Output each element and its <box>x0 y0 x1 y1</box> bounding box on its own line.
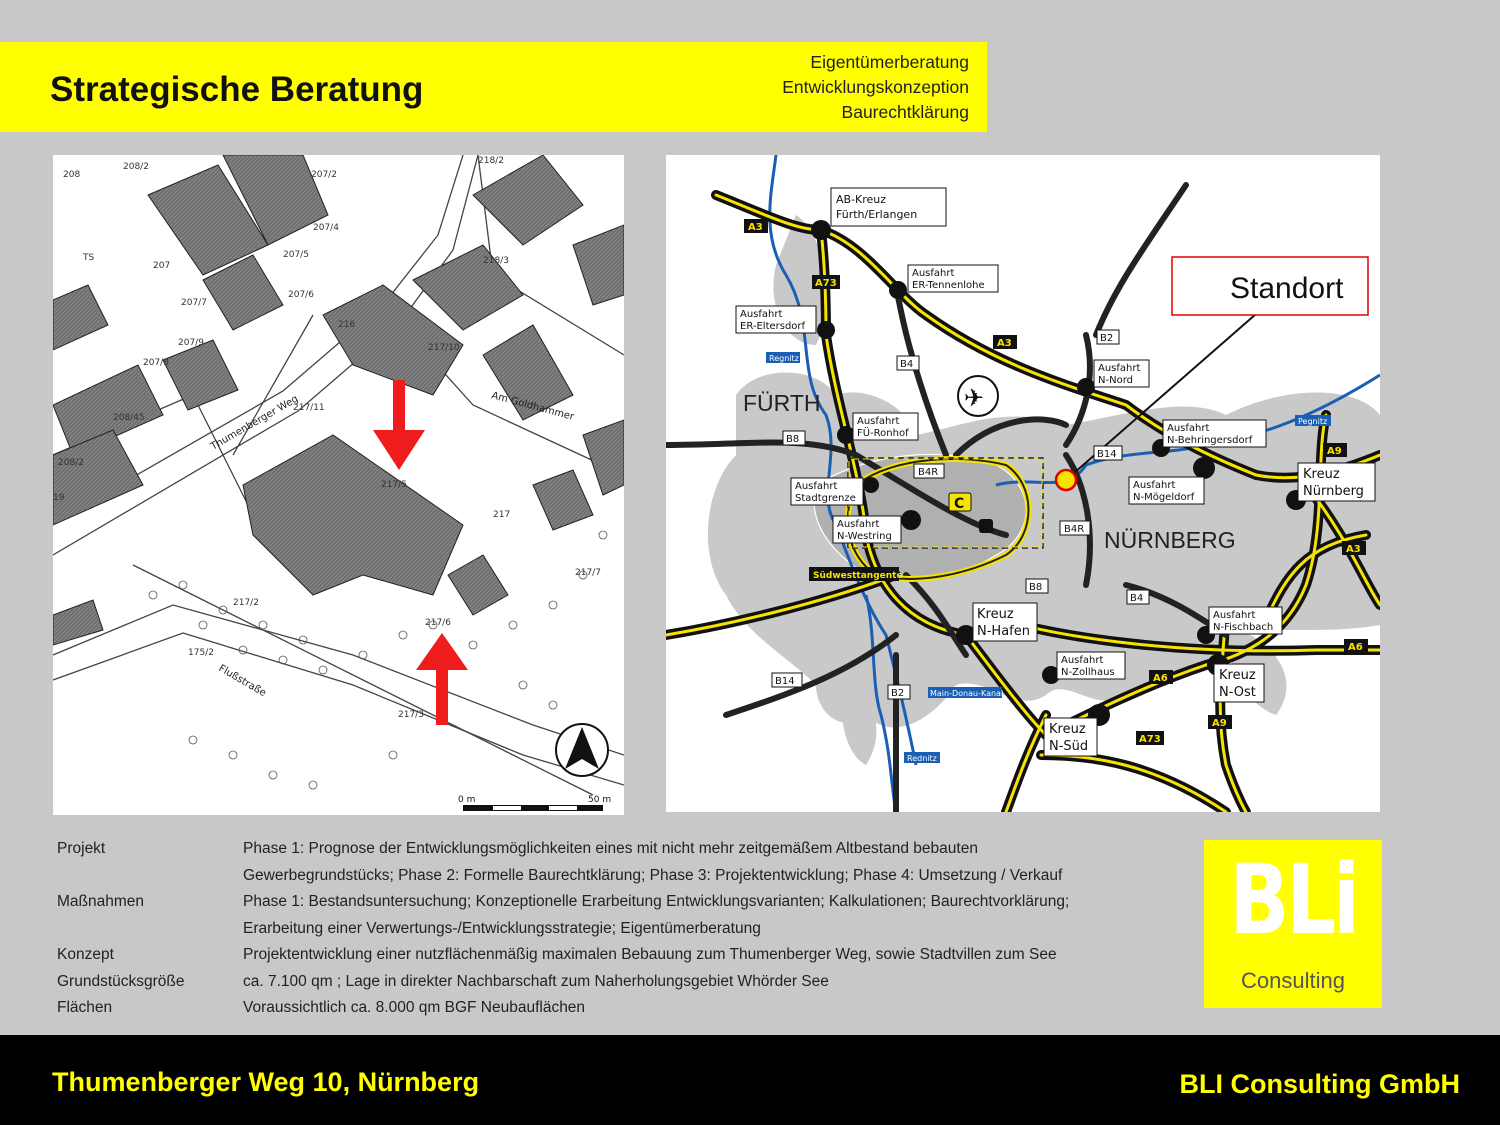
svg-text:Ausfahrt: Ausfahrt <box>1098 363 1141 374</box>
info-label: Projekt <box>57 840 106 857</box>
svg-text:N-Mögeldorf: N-Mögeldorf <box>1133 492 1195 503</box>
svg-text:A3: A3 <box>997 338 1012 349</box>
parcel-label: 217/10 <box>428 343 460 353</box>
svg-text:ER-Eltersdorf: ER-Eltersdorf <box>740 321 806 332</box>
scale-start: 0 m <box>458 795 476 805</box>
scale-end: 50 m <box>588 795 612 805</box>
info-label: Grundstücksgröße <box>57 972 185 990</box>
svg-text:Ausfahrt: Ausfahrt <box>795 481 838 492</box>
svg-text:Kreuz: Kreuz <box>1219 668 1256 683</box>
svg-text:ER-Tennenlohe: ER-Tennenlohe <box>912 280 985 291</box>
info-line: Voraussichtlich ca. 8.000 qm BGF Neubauflächen <box>243 999 586 1016</box>
svg-text:B8: B8 <box>786 434 800 445</box>
svg-text:Pegnitz: Pegnitz <box>1298 417 1328 426</box>
svg-text:A73: A73 <box>1139 734 1161 745</box>
parcel-label: 207/6 <box>288 290 314 300</box>
svg-text:Ausfahrt: Ausfahrt <box>1061 655 1104 666</box>
info-row-projekt <box>57 836 1177 889</box>
info-line: Projektentwicklung einer nutzflächenmäßig maximalen Bebauung zum Thumenberger Weg, sowie Stadtvillen zum See <box>243 946 1057 963</box>
parcel-label: 208/2 <box>58 458 84 468</box>
parcel-label: 218/3 <box>483 256 509 266</box>
parcel-label: 207 <box>153 261 171 271</box>
svg-text:Ausfahrt: Ausfahrt <box>837 519 880 530</box>
svg-text:Nürnberg: Nürnberg <box>1303 484 1364 499</box>
svg-text:Rednitz: Rednitz <box>907 754 937 763</box>
parcel-label: 217/5 <box>381 480 407 490</box>
parcel-label: 217 <box>493 510 511 520</box>
info-line: Erarbeitung einer Verwertungs-/Entwicklungsstrategie; Eigentümerberatung <box>243 919 761 937</box>
svg-text:B14: B14 <box>775 676 795 687</box>
svg-text:N-Ost: N-Ost <box>1219 685 1256 700</box>
road-map <box>666 155 1380 812</box>
info-line: ca. 7.100 qm ; Lage in direkter Nachbarschaft zum Naherholungsgebiet Whörder See <box>243 972 829 990</box>
standort-label: Standort <box>1230 272 1344 305</box>
svg-text:Ausfahrt: Ausfahrt <box>1133 480 1176 491</box>
info-label: Konzept <box>57 946 114 963</box>
parcel-label: 217/2 <box>233 598 259 608</box>
svg-text:A6: A6 <box>1348 642 1363 653</box>
svg-text:Ausfahrt: Ausfahrt <box>740 309 783 320</box>
info-line: Gewerbegrundstücks; Phase 2: Formelle Baurechtklärung; Phase 3: Projektentwicklung; Phase 4: Umsetzung / Verkauf <box>243 866 1063 884</box>
svg-text:N-Süd: N-Süd <box>1049 739 1089 754</box>
project-info <box>57 836 1177 1022</box>
street-name: Am Goldhammer <box>490 390 576 423</box>
parcel-label: 19 <box>53 493 65 503</box>
svg-text:AB-Kreuz: AB-Kreuz <box>836 193 887 206</box>
logo-mark: BLi <box>1229 844 1357 956</box>
north-arrow-icon <box>556 724 608 776</box>
header-band <box>0 42 987 132</box>
svg-text:Ausfahrt: Ausfahrt <box>1167 423 1210 434</box>
page-title: Strategische Beratung <box>50 70 424 109</box>
parcel-label: 175/2 <box>188 648 214 658</box>
svg-text:✈: ✈ <box>964 384 985 412</box>
footer-address: Thumenberger Weg 10, Nürnberg <box>52 1067 480 1097</box>
svg-text:FÜ-Ronhof: FÜ-Ronhof <box>857 428 909 439</box>
svg-text:B4: B4 <box>1130 593 1144 604</box>
company-logo <box>1204 840 1382 1008</box>
parcel-label: 217/7 <box>575 568 601 578</box>
parcel-label: 207/2 <box>311 170 337 180</box>
city-label: NÜRNBERG <box>1104 527 1236 553</box>
svg-text:Ausfahrt: Ausfahrt <box>857 416 900 427</box>
parcel-label: 217/11 <box>293 403 325 413</box>
parcel-label: 207/4 <box>313 223 339 233</box>
svg-text:A9: A9 <box>1327 446 1342 457</box>
parcel-label: 217/3 <box>398 710 424 720</box>
svg-text:A6: A6 <box>1153 673 1168 684</box>
parcel-label: 208 <box>63 170 81 180</box>
svg-text:Ausfahrt: Ausfahrt <box>912 268 955 279</box>
parcel-label: 207/9 <box>178 338 204 348</box>
cadastral-map <box>53 155 624 815</box>
svg-text:A9: A9 <box>1212 718 1227 729</box>
scale-bar <box>453 795 618 815</box>
street-name: Thumenberger Weg <box>209 393 301 453</box>
header-tag: Entwicklungskonzeption <box>782 77 969 97</box>
info-line: Phase 1: Bestandsuntersuchung; Konzeptionelle Erarbeitung Entwicklungsvarianten; Kalkulationen; Baurechtvorklärung; <box>243 893 1070 910</box>
info-row-grundstuecksgroesse <box>57 969 1177 996</box>
parcel-label: 207/7 <box>181 298 207 308</box>
city-center-icon <box>949 493 971 512</box>
info-value <box>243 969 1177 996</box>
svg-text:N-Zollhaus: N-Zollhaus <box>1061 667 1115 678</box>
info-line: Phase 1: Prognose der Entwicklungsmöglichkeiten eines mit nicht mehr zeitgemäßem Altbestand bebauten <box>243 840 978 857</box>
info-value <box>243 889 1177 942</box>
header-tag: Baurechtklärung <box>841 102 969 122</box>
svg-text:A3: A3 <box>748 222 763 233</box>
svg-text:Fürth/Erlangen: Fürth/Erlangen <box>836 208 918 221</box>
svg-text:N-Hafen: N-Hafen <box>977 624 1030 639</box>
parcel-label: 208/2 <box>123 162 149 172</box>
svg-text:Kreuz: Kreuz <box>1049 722 1086 737</box>
parcel-label: TS <box>83 253 95 263</box>
airport-icon <box>958 376 998 416</box>
svg-text:B2: B2 <box>891 688 905 699</box>
parcel-label: 207/8 <box>143 358 169 368</box>
svg-text:B2: B2 <box>1100 333 1114 344</box>
footer-company: BLI Consulting GmbH <box>1179 1069 1460 1099</box>
tangent-label: Südwesttangente <box>813 571 903 581</box>
parcel-label: 207/5 <box>283 250 309 260</box>
svg-text:A3: A3 <box>1346 544 1361 555</box>
svg-text:N-Fischbach: N-Fischbach <box>1213 622 1274 633</box>
svg-text:B4R: B4R <box>1064 524 1085 535</box>
info-value <box>243 995 1177 1022</box>
svg-text:Kreuz: Kreuz <box>1303 467 1340 482</box>
info-row-konzept <box>57 942 1177 969</box>
svg-text:A73: A73 <box>815 278 837 289</box>
info-label: Maßnahmen <box>57 893 145 910</box>
logo-sub: Consulting <box>1241 968 1345 993</box>
svg-text:N-Westring: N-Westring <box>837 531 892 542</box>
parcel-label: 218/2 <box>478 156 504 166</box>
svg-text:B8: B8 <box>1029 582 1043 593</box>
city-label: FÜRTH <box>743 390 821 416</box>
svg-text:Regnitz: Regnitz <box>769 354 799 363</box>
svg-text:C: C <box>954 496 965 512</box>
header-tags <box>782 50 969 125</box>
svg-text:Ausfahrt: Ausfahrt <box>1213 610 1256 621</box>
info-value <box>243 942 1177 969</box>
info-value <box>243 836 1177 889</box>
svg-text:Stadtgrenze: Stadtgrenze <box>795 493 856 504</box>
train-station-icon <box>979 519 993 533</box>
svg-text:B4R: B4R <box>918 467 939 478</box>
info-label: Flächen <box>57 999 113 1016</box>
parcel-label: 216 <box>338 320 356 330</box>
street-name: Flußstraße <box>216 663 268 700</box>
parcel-label: 217/6 <box>425 618 451 628</box>
svg-text:Kreuz: Kreuz <box>977 607 1014 622</box>
svg-text:N-Behringersdorf: N-Behringersdorf <box>1167 435 1253 446</box>
info-row-flaechen <box>57 995 1177 1022</box>
svg-text:N-Nord: N-Nord <box>1098 375 1133 386</box>
svg-text:B4: B4 <box>900 359 914 370</box>
info-row-massnahmen <box>57 889 1177 942</box>
svg-text:Main-Donau-Kanal: Main-Donau-Kanal <box>930 689 1004 698</box>
svg-text:B14: B14 <box>1097 449 1117 460</box>
header-tag: Eigentümerberatung <box>810 52 969 72</box>
parcel-label: 208/45 <box>113 413 145 423</box>
footer <box>0 1035 1500 1125</box>
